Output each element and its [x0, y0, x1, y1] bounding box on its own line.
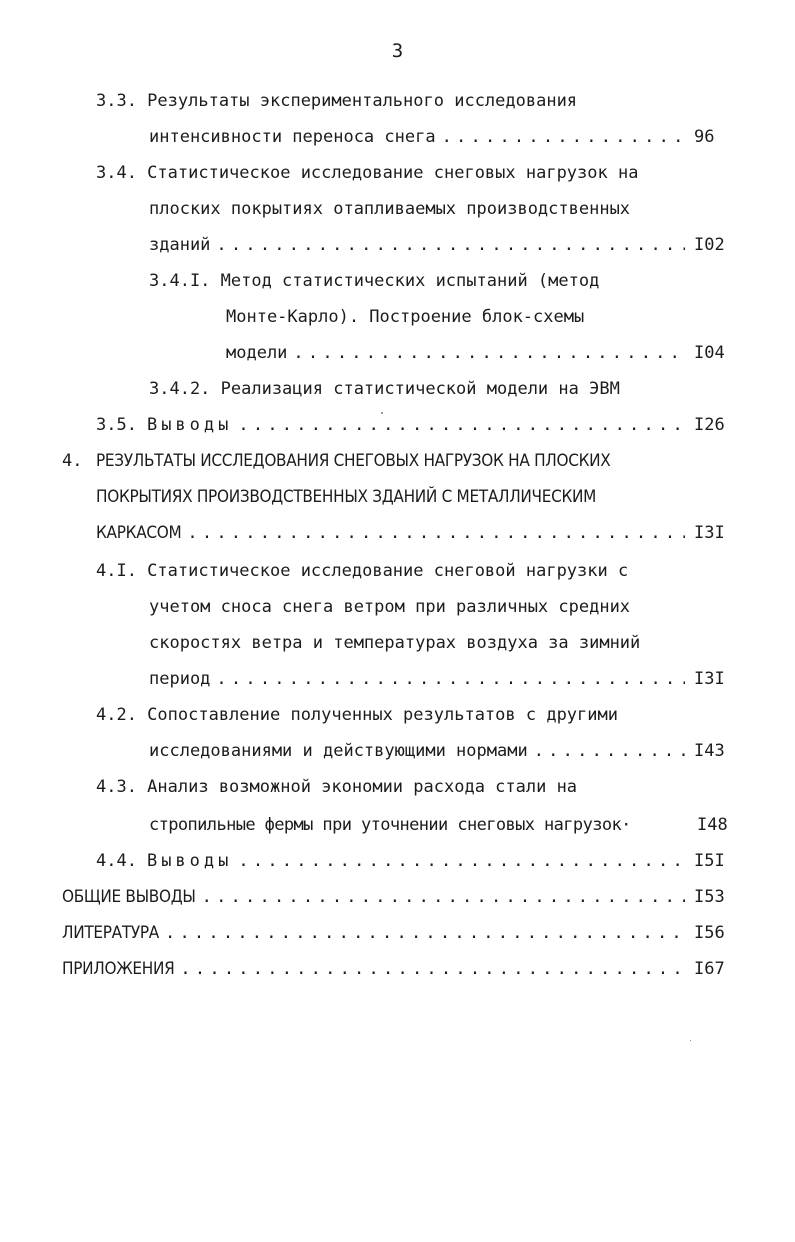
toc-entry-text: зданий [149, 235, 211, 255]
toc-entry-text: ЛИТЕРАТУРА [62, 923, 159, 943]
toc-line [149, 594, 689, 620]
toc-page-number: I26 [694, 415, 725, 435]
toc-line [149, 376, 689, 402]
toc-entry-text: Выводы [146, 415, 233, 435]
toc-line [149, 630, 689, 656]
toc-page-number: I5I [694, 851, 725, 871]
toc-entry-text: ПРИЛОЖЕНИЯ [62, 959, 175, 979]
toc-page-number: I04 [694, 343, 725, 363]
toc-entry-text: период [149, 669, 211, 689]
toc-page-number: I48 [697, 815, 728, 835]
toc-line-leader [62, 956, 689, 982]
toc-page-number: I3I [694, 669, 725, 689]
toc-line-leader [226, 340, 689, 366]
toc-entry-text: 3.4. Статистическое исследование снеговых нагрузок на [96, 163, 639, 183]
dot-leader [238, 848, 685, 874]
toc-entry-number: 3.5. [96, 415, 137, 435]
toc-entry-text: 3.4.2. Реализация статистической модели на ЭВМ [149, 379, 620, 399]
toc-entry-text: 3.3. Результаты экспериментального исследования [96, 91, 578, 111]
toc-line [96, 448, 696, 474]
toc-entry-text: исследованиями и действующими нормами [149, 741, 528, 761]
dot-leader [165, 920, 685, 946]
toc-line-leader [96, 412, 689, 438]
toc-line [96, 484, 696, 510]
toc-line [226, 304, 686, 330]
dot-leader [216, 666, 685, 692]
toc-page-number: 96 [694, 127, 715, 147]
dot-leader [216, 232, 685, 258]
dot-leader [180, 956, 685, 982]
toc-page-number: I67 [694, 959, 725, 979]
toc-page-number: I3I [694, 523, 725, 543]
toc-entry-text: учетом сноса снега ветром при различных средних [149, 597, 631, 617]
toc-line-leader [96, 848, 689, 874]
toc-entry-text: ПОКРЫТИЯХ ПРОИЗВОДСТВЕННЫХ ЗДАНИЙ С МЕТАЛЛИЧЕСКИМ [96, 487, 597, 507]
toc-entry-text: ОБЩИЕ ВЫВОДЫ [62, 887, 196, 907]
toc-entry-text: 3.4.I. Метод статистических испытаний (метод [149, 271, 600, 291]
toc-entry-number: 4. [62, 451, 83, 471]
toc-line [96, 88, 696, 114]
dot-leader [187, 520, 685, 546]
toc-line [149, 812, 694, 838]
page-number: 3 [391, 40, 404, 62]
dot-leader [442, 124, 685, 150]
toc-line-leader [149, 666, 689, 692]
scan-speck [690, 1040, 691, 1041]
toc-entry-text: 4.I. Статистическое исследование снеговой нагрузки с [96, 561, 629, 581]
toc-entry-text: стропильные фермы при уточнении снеговых нагрузок [149, 815, 622, 835]
toc-entry-text: плоских покрытиях отапливаемых производственных [149, 199, 631, 219]
toc-line-leader [149, 124, 689, 150]
toc-line [96, 160, 696, 186]
toc-line-leader [149, 738, 689, 764]
toc-page-number: I02 [694, 235, 725, 255]
toc-entry-text: 4.3. Анализ возможной экономии расхода стали на [96, 777, 578, 797]
toc-entry-text: Выводы [146, 851, 233, 871]
toc-entry-number: 4.4. [96, 851, 137, 871]
toc-entry-text: скоростях ветра и температурах воздуха за зимний [149, 633, 641, 653]
toc-entry-text: КАРКАСОМ [96, 523, 182, 543]
toc-line [149, 196, 689, 222]
toc-entry-text: 4.2. Сопоставление полученных результатов с другими [96, 705, 618, 725]
toc-entry-text: интенсивности переноса снега [149, 127, 436, 147]
toc-line [96, 558, 696, 584]
toc-line-leader [149, 232, 689, 258]
toc-line [149, 268, 689, 294]
toc-entry-text: модели [226, 343, 288, 363]
toc-chapter-number [62, 448, 92, 474]
toc-page-number: I53 [694, 887, 725, 907]
toc-entry-text: РЕЗУЛЬТАТЫ ИССЛЕДОВАНИЯ СНЕГОВЫХ НАГРУЗОК НА ПЛОСКИХ [96, 451, 611, 471]
toc-line [96, 774, 696, 800]
dot-leader [202, 884, 685, 910]
dot-leader [238, 412, 685, 438]
dot-leader: · [621, 815, 631, 835]
dot-leader [534, 738, 685, 764]
toc-entry-text: Монте-Карло). Построение блок-схемы [226, 307, 585, 327]
toc-page-number: I43 [694, 741, 725, 761]
toc-line-leader [62, 920, 689, 946]
dot-leader [293, 340, 685, 366]
toc-line [96, 702, 696, 728]
toc-page-number: I56 [694, 923, 725, 943]
scan-speck [381, 412, 383, 414]
toc-line-leader [96, 520, 689, 546]
toc-line-leader [62, 884, 689, 910]
